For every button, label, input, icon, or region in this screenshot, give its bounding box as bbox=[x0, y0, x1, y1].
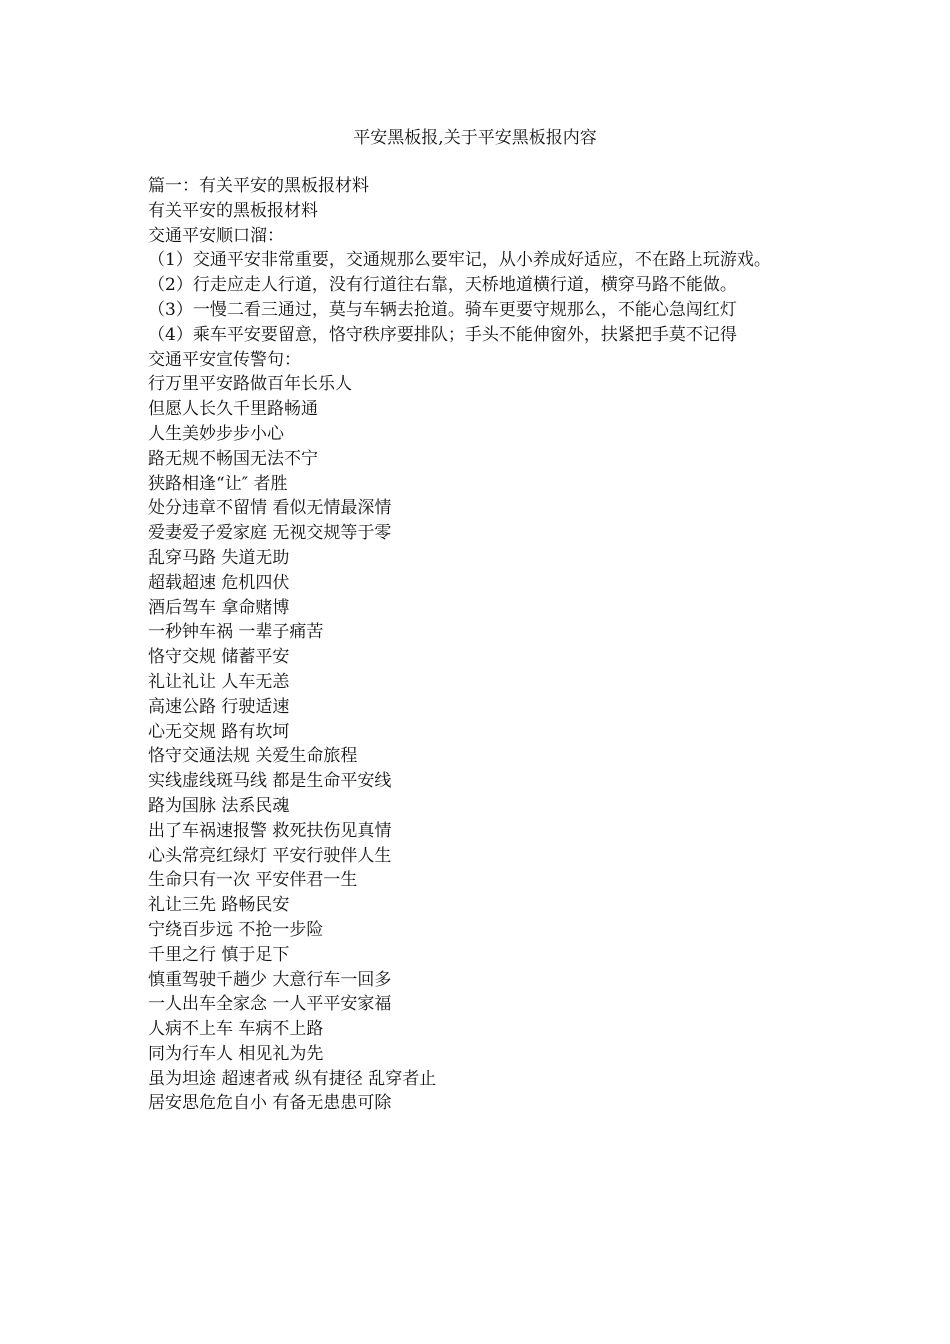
slogan-line: 行万里平安路做百年长乐人 bbox=[148, 374, 352, 395]
paragraph: （1）交通平安非常重要，交通规那么要牢记，从小养成好适应，不在路上玩游戏。 bbox=[148, 250, 771, 271]
slogan-line: 恪守交规 储蓄平安 bbox=[148, 647, 290, 668]
slogan-line: 虽为坦途 超速者戒 纵有捷径 乱穿者止 bbox=[148, 1068, 437, 1089]
slogan-line: 乱穿马路 失道无助 bbox=[148, 547, 290, 568]
slogan-line: 处分违章不留情 看似无情最深情 bbox=[148, 498, 392, 519]
slogan-line: 居安思危危自小 有备无患患可除 bbox=[148, 1093, 392, 1114]
section-heading: 篇一：有关平安的黑板报材料 bbox=[148, 176, 369, 196]
slogan-line: 礼让三先 路畅民安 bbox=[148, 895, 290, 916]
slogan-line: 出了车祸速报警 救死扶伤见真情 bbox=[148, 820, 392, 841]
slogan-line: 心头常亮红绿灯 平安行驶伴人生 bbox=[148, 845, 392, 866]
slogan-line: 恪守交通法规 关爱生命旅程 bbox=[148, 746, 358, 767]
slogan-line: 实线虚线斑马线 都是生命平安线 bbox=[148, 771, 392, 792]
paragraph-label: 交通平安宣传警句： bbox=[148, 349, 301, 370]
slogan-line: 同为行车人 相见礼为先 bbox=[148, 1043, 324, 1064]
slogan-line: 高速公路 行驶适速 bbox=[148, 696, 290, 717]
paragraph: （3）一慢二看三通过，莫与车辆去抢道。骑车更要守规那么，不能心急闯红灯 bbox=[148, 299, 737, 320]
slogan-line: 酒后驾车 拿命赌博 bbox=[148, 597, 290, 618]
slogan-line: 一秒钟车祸 一辈子痛苦 bbox=[148, 622, 324, 643]
slogan-line: 慎重驾驶千趟少 大意行车一回多 bbox=[148, 969, 392, 990]
paragraph: （4）乘车平安要留意，恪守秩序要排队；手头不能伸窗外，扶紧把手莫不记得 bbox=[148, 324, 737, 345]
slogan-line: 心无交规 路有坎坷 bbox=[148, 721, 290, 742]
slogan-line: 人生美妙步步小心 bbox=[148, 423, 284, 444]
paragraph-label: 交通平安顺口溜： bbox=[148, 225, 284, 246]
slogan-line: 超载超速 危机四伏 bbox=[148, 572, 290, 593]
paragraph: （2）行走应走人行道，没有行道往右靠，天桥地道横行道，横穿马路不能做。 bbox=[148, 275, 737, 296]
slogan-line: 爱妻爱子爱家庭 无视交规等于零 bbox=[148, 523, 392, 544]
slogan-line: 一人出车全家念 一人平平安家福 bbox=[148, 994, 392, 1015]
slogan-line: 礼让礼让 人车无恙 bbox=[148, 671, 290, 692]
slogan-line: 人病不上车 车病不上路 bbox=[148, 1019, 324, 1040]
slogan-line: 狭路相逢“让″ 者胜 bbox=[148, 473, 288, 494]
slogan-line: 路为国脉 法系民魂 bbox=[148, 795, 290, 816]
slogan-line: 宁绕百步远 不抢一步险 bbox=[148, 919, 324, 940]
subheading: 有关平安的黑板报材料 bbox=[148, 200, 318, 221]
document-body bbox=[148, 174, 796, 1116]
slogan-line: 千里之行 慎于足下 bbox=[148, 944, 290, 965]
slogan-line: 生命只有一次 平安伴君一生 bbox=[148, 870, 358, 891]
slogan-line: 但愿人长久千里路畅通 bbox=[148, 399, 318, 420]
document-title: 平安黑板报,关于平安黑板报内容 bbox=[353, 128, 597, 148]
slogan-line: 路无规不畅国无法不宁 bbox=[148, 448, 318, 469]
